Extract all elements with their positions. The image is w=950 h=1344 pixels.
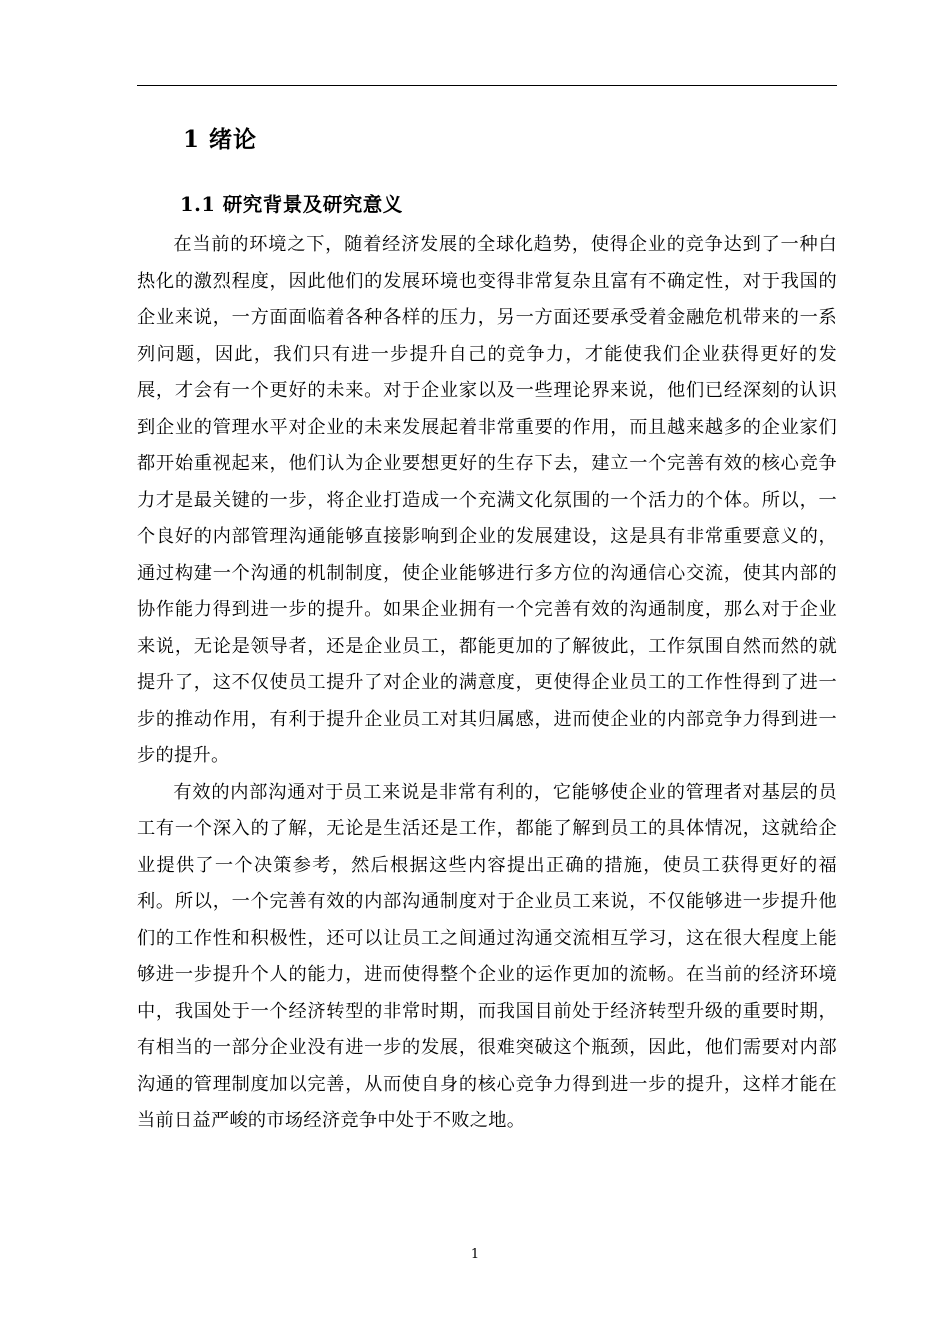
body-paragraph: 有效的内部沟通对于员工来说是非常有利的，它能够使企业的管理者对基层的员工有一个深入的了解，无论是生活还是工作，都能了解到员工的具体情况，这就给企业提供了一个决策参考，然后根据这些内容提出正确的措施，使员工获得更好的福利。所以，一个完善有效的内部沟通制度对于企业员工来说，不仅能够进一步提升他们的工作性和积极性，还可以让员工之间通过沟通交流相互学习，这在很大程度上能够进一步提升个人的能力，进而使得整个企业的运作更加的流畅。在当前的经济环境中，我国处于一个经济转型的非常时期，而我国目前处于经济转型升级的重要时期，有相当的一部分企业没有进一步的发展，很难突破这个瓶颈，因此，他们需要对内部沟通的管理制度加以完善，从而使自身的核心竞争力得到进一步的提升，这样才能在当前日益严峻的市场经济竞争中处于不败之地。 [137, 781, 837, 1131]
body-paragraph: 在当前的环境之下，随着经济发展的全球化趋势，使得企业的竞争达到了一种白热化的激烈程度，因此他们的发展环境也变得非常复杂且富有不确定性，对于我国的企业来说，一方面面临着各种各样的压力，另一方面还要承受着金融危机带来的一系列问题，因此，我们只有进一步提升自己的竞争力，才能使我们企业获得更好的发展，才会有一个更好的未来。对于企业家以及一些理论界来说，他们已经深刻的认识到企业的管理水平对企业的未来发展起着非常重要的作用，而且越来越多的企业家们都开始重视起来，他们认为企业要想更好的生存下去，建立一个完善有效的核心竞争力才是最关键的一步，将企业打造成一个充满文化氛围的一个活力的个体。所以，一个良好的内部管理沟通能够直接影响到企业的发展建设，这是具有非常重要意义的，通过构建一个沟通的机制制度，使企业能够进行多方位的沟通信心交流，使其内部的协作能力得到进一步的提升。如果企业拥有一个完善有效的沟通制度，那么对于企业来说，无论是领导者，还是企业员工，都能更加的了解彼此，工作氛围自然而然的就提升了，这不仅使员工提升了对企业的满意度，更使得企业员工的工作性得到了进一步的推动作用，有利于提升企业员工对其归属感，进而使企业的内部竞争力得到进一步的提升。 [137, 234, 837, 766]
chapter-title: 1 绪论 [183, 126, 258, 153]
header-rule [137, 85, 837, 86]
page-content [137, 118, 837, 1140]
section-title: 1.1 研究背景及研究意义 [180, 193, 403, 216]
page-number: 1 [470, 1247, 480, 1262]
